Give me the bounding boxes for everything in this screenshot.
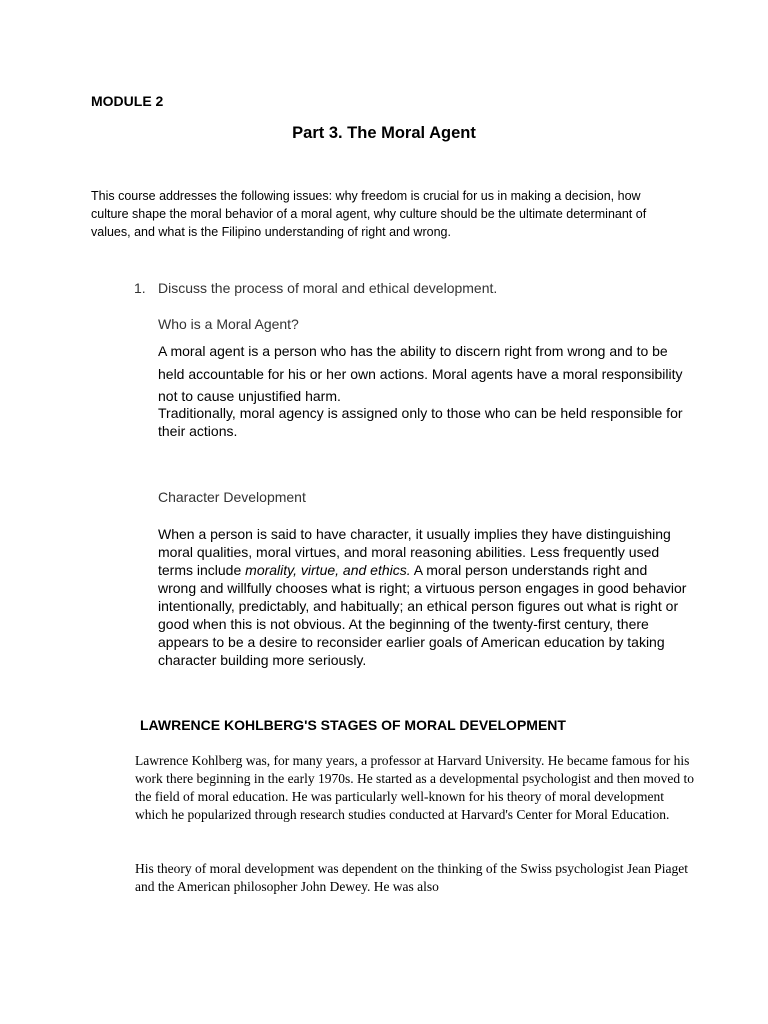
character-text-italic: morality, virtue, and ethics. [245, 562, 411, 578]
character-heading: Character Development [158, 489, 306, 505]
list-item [134, 280, 497, 296]
kohlberg-heading: LAWRENCE KOHLBERG'S STAGES OF MORAL DEVELOPMENT [140, 717, 566, 733]
kohlberg-paragraph-2: His theory of moral development was dependent on the thinking of the Swiss psychologist Jean Piaget and the American philosopher John Dewey. He was also [135, 861, 689, 894]
moral-agent-heading: Who is a Moral Agent? [158, 316, 299, 332]
character-text-after: A moral person understands right and wrong and willfully chooses what is right; a virtuous person engages in good behavior intentionally, predictably, and habitually; an ethical person figures out what is right or good when this is not obvious. At the beginning of the twenty-first century, there appears to be a desire to reconsider earlier goals of American education by taking character building more seriously. [158, 562, 687, 668]
intro-paragraph: This course addresses the following issues: why freedom is crucial for us in making a decision, how culture shape the moral behavior of a moral agent, why culture should be the ultimate determinant of values, and what is the Filipino understanding of right and wrong. [91, 189, 647, 239]
list-item-number: 1. [134, 280, 146, 296]
character-paragraph [158, 525, 688, 669]
moral-agent-tradition: Traditionally, moral agency is assigned only to those who can be held responsible for their actions. [158, 405, 683, 439]
list-item-text: Discuss the process of moral and ethical development. [158, 280, 498, 296]
module-label: MODULE 2 [91, 93, 164, 109]
character-text-before: When a person is said to have character, it usually implies they have distinguishing moral qualities, moral virtues, and moral reasoning abilities. Less frequently used terms include [158, 526, 671, 578]
kohlberg-paragraph-1: Lawrence Kohlberg was, for many years, a professor at Harvard University. He became famous for his work there beginning in the early 1970s. He started as a developmental psychologist and then moved to the field of moral education. He was particularly well-known for his theory of moral development which he popularized through research studies conducted at Harvard's Center for Moral Education. [135, 753, 694, 822]
page-title: Part 3. The Moral Agent [292, 124, 476, 142]
moral-agent-answer: A moral agent is a person who has the ability to discern right from wrong and to be held accountable for his or her own actions. Moral agents have a moral responsibility not to cause unjustified harm. [158, 343, 683, 404]
